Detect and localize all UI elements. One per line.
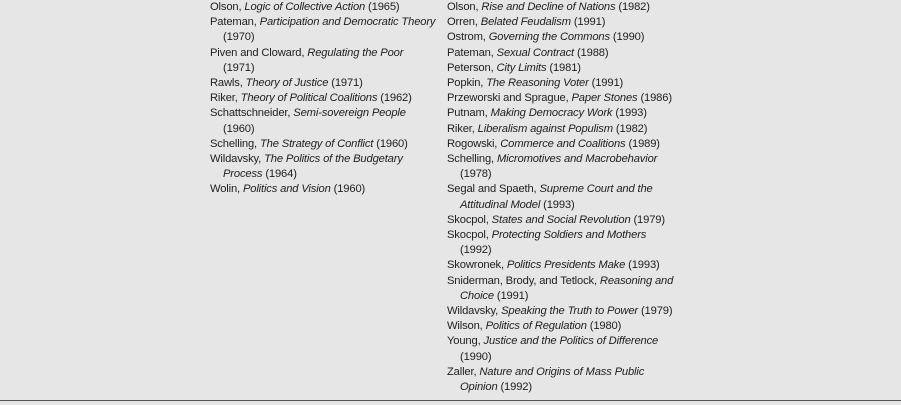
bibliography-entry: Riker, Theory of Political Coalitions (1962) — [210, 92, 412, 105]
bibliography-entry: Olson, Logic of Collective Action (1965) — [210, 1, 400, 13]
bibliography-entry: Skowronek, Politics Presidents Make (1993) — [447, 259, 660, 272]
bibliography-entry: Wilson, Politics of Regulation (1980) — [447, 320, 622, 333]
bottom-rule — [0, 400, 901, 401]
bibliography-entry: Ostrom, Governing the Commons (1990) — [447, 31, 645, 44]
bibliography-entry: Zaller, Nature and Origins of Mass Public Opinion (1992) — [447, 365, 645, 394]
bibliography-entry: Pateman, Sexual Contract (1988) — [447, 46, 609, 59]
bibliography-entry: Rogowski, Commerce and Coalitions (1989) — [447, 137, 660, 150]
bibliography-entry: Riker, Liberalism against Populism (1982) — [447, 122, 648, 135]
bibliography-entry: Schelling, The Strategy of Conflict (1960) — [210, 137, 408, 150]
bibliography-entry: Skocpol, States and Social Revolution (1979) — [447, 213, 665, 226]
bibliography-entry: Rawls, Theory of Justice (1971) — [210, 77, 363, 90]
bibliography-entry: Piven and Cloward, Regulating the Poor (1971) — [210, 46, 404, 74]
left-column — [210, 0, 438, 198]
bibliography-entry: Wildavsky, The Politics of the Budgetary Process (1964) — [210, 153, 403, 181]
bibliography-entry: Skocpol, Protecting Soldiers and Mothers (1992) — [447, 229, 647, 257]
bibliography-entry: Przeworski and Sprague, Paper Stones (1986) — [447, 92, 672, 105]
bibliography-entry: Schattschneider, Semi-sovereign People (1960) — [210, 107, 406, 135]
bibliography-entry: Popkin, The Reasoning Voter (1991) — [447, 77, 624, 90]
bibliography-entry: Sniderman, Brody, and Tetlock, Reasoning and Choice (1991) — [447, 274, 674, 302]
bibliography-entry: Orren, Belated Feudalism (1991) — [447, 16, 606, 29]
bibliography-entry: Olson, Rise and Decline of Nations (1982) — [447, 1, 650, 13]
bibliography-entry: Schelling, Micromotives and Macrobehavior (1978) — [447, 153, 658, 181]
bibliography-entry: Pateman, Participation and Democratic Theory (1970) — [210, 16, 436, 44]
bibliography-entry: Putnam, Making Democracy Work (1993) — [447, 107, 647, 120]
bibliography-entry: Young, Justice and the Politics of Difference (1990) — [447, 335, 659, 363]
bibliography-entry: Segal and Spaeth, Supreme Court and the Attitudinal Model (1993) — [447, 183, 653, 211]
bibliography-entry: Wildavsky, Speaking the Truth to Power (1979) — [447, 305, 673, 318]
bibliography-entry: Peterson, City Limits (1981) — [447, 61, 581, 74]
bibliography-entry: Wolin, Politics and Vision (1960) — [210, 183, 366, 196]
right-column — [447, 0, 687, 395]
